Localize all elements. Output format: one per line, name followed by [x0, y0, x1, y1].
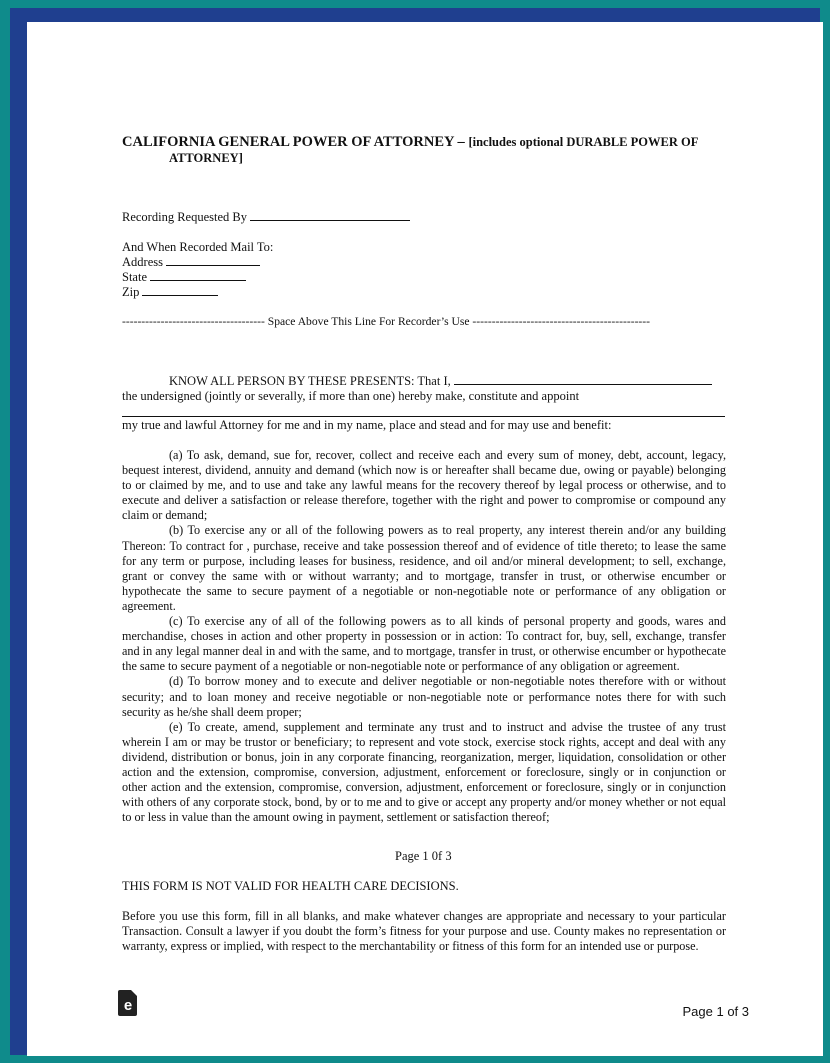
address-field: Address — [122, 255, 260, 270]
inline-page-number: Page 1 0f 3 — [395, 849, 452, 863]
eforms-logo-icon — [118, 990, 138, 1016]
document-title-line2: ATTORNEY] — [169, 151, 243, 165]
undersigned-text: the undersigned (jointly or severally, if more than one) hereby make, constitute and appoint — [122, 389, 580, 403]
document-title: CALIFORNIA GENERAL POWER OF ATTORNEY – [includes optional DURABLE POWER OF — [122, 134, 699, 150]
know-all-persons: KNOW ALL PERSON BY THESE PRESENTS: That I, — [169, 374, 712, 389]
recorder-use-line: ------------------------------------- Space Above This Line For Recorder’s Use ---------------------------------------------- — [122, 315, 651, 328]
true-attorney-text: my true and lawful Attorney for me and in my name, place and stead and for may use and benefit: — [122, 418, 612, 432]
clause-d: (d) To borrow money and to execute and deliver negotiable or non-negotiable notes therefore with or without security; and to loan money and receive negotiable or non-negotiable note or performance notes there for with such security as he/she shall deem proper; — [122, 674, 726, 719]
principal-name-blank[interactable] — [454, 374, 712, 385]
zip-field: Zip — [122, 285, 218, 300]
state-field: State — [122, 270, 246, 285]
recording-requested-by: Recording Requested By — [122, 210, 410, 225]
mail-to-label: And When Recorded Mail To: — [122, 240, 274, 254]
address-blank[interactable] — [166, 255, 260, 266]
instructions-paragraph: Before you use this form, fill in all blanks, and make whatever changes are appropriate and necessary to your particular Transaction. Consult a lawyer if you doubt the form’s fitness for your purpose and use. County makes no representation or warranty, express or implied, with respect to the merchantability or fitness of this form for an intended use or purpose. — [122, 909, 726, 954]
clause-c: (c) To exercise any of all of the following powers as to all kinds of personal property and goods, wares and merchandise, choses in action and other property in possession or in action: To contract for, buy, sell, exchange, transfer and in any legal manner deal in and with the same, and to mortgage, transfer in trust, or otherwise encumber or hypothecate the same to secure payment of a negotiable or non-negotiable note or performance of any obligation or agreement. — [122, 614, 726, 674]
svg-text:e: e — [123, 997, 133, 1014]
powers-clauses — [122, 448, 726, 825]
zip-blank[interactable] — [142, 285, 218, 296]
not-valid-notice: THIS FORM IS NOT VALID FOR HEALTH CARE DECISIONS. — [122, 879, 459, 893]
clause-e: (e) To create, amend, supplement and terminate any trust and to instruct and advise the trustee of any trust wherein I am or may be trustor or beneficiary; to represent and vote stock, exercise stock rights, accept and deal with any dividend, distribution or bonus, join in any corporate financing, reorganization, merger, liquidation, consolidation or other action and the extension, compromise, conversion, adjustment, enforcement or foreclosure, singly or in conjunction or other action and the extension, compromise, conversion, adjustment, enforcement or foreclosure, singly or in conjunction with others of any corporate stock, bond, by or to me and to give or accept any property and/or money whether or not equal to or less in value than the amount owing in payment, settlement or satisfaction thereof; — [122, 719, 726, 825]
outer-frame — [10, 8, 820, 1055]
recording-requested-by-blank[interactable] — [250, 210, 410, 221]
attorney-name-blank[interactable] — [122, 416, 725, 417]
state-blank[interactable] — [150, 270, 246, 281]
footer-page-number: Page 1 of 3 — [682, 1004, 749, 1019]
clause-b: (b) To exercise any or all of the following powers as to real property, any interest therein and/or any building Thereon: To contract for , purchase, receive and take possession thereof and of evidence of title thereto; to lease the same for any term or purpose, including leases for business, residence, and oil and/or mineral development; to sell, exchange, grant or convey the same with or without warranty; and to mortgage, transfer in trust, or otherwise encumber or hypothecate the same to secure payment of a negotiable or non-negotiable note or performance of any obligation or agreement. — [122, 523, 726, 613]
clause-a: (a) To ask, demand, sue for, recover, collect and receive each and every sum of money, debt, account, legacy, bequest interest, dividend, annuity and demand (which now is or hereafter shall became due, owing or payable) belonging to or claimed by me, and to use and take any lawful means for the recovery thereof by legal process or otherwise, and to execute and deliver a satisfaction or release therefore, together with the right and power to compromise or compound any claim or demand; — [122, 448, 726, 523]
document-page — [27, 22, 823, 1056]
